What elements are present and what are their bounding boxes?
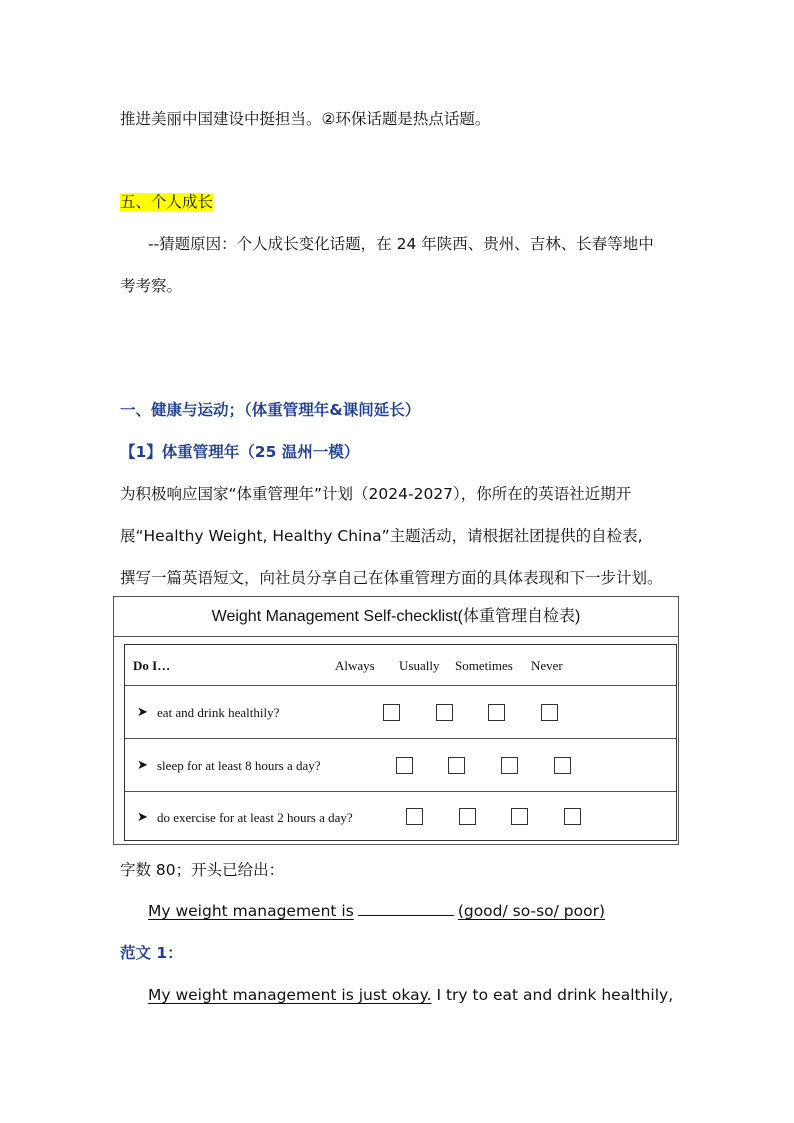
- section-heading: 一、健康与运动；（体重管理年&课间延长）: [120, 401, 421, 419]
- checkbox-always[interactable]: [383, 704, 400, 721]
- sample-heading: 范文 1：: [120, 944, 183, 962]
- opening-options: (good/ so-so/ poor): [457, 902, 606, 920]
- paragraph-line: 字数 80；开头已给出：: [120, 861, 285, 879]
- sample-rest: I try to eat and drink healthily,: [431, 986, 674, 1004]
- paragraph-line: 推进美丽中国建设中挺担当。②环保话题是热点话题。: [120, 110, 491, 128]
- checklist-item-text: sleep for at least 8 hours a day?: [157, 758, 321, 773]
- opening-prefix: My weight management is: [148, 902, 354, 920]
- answer-blank: [358, 901, 454, 916]
- paragraph-line: 撰写一篇英语短文，向社员分享自己在体重管理方面的具体表现和下一步计划。: [120, 569, 663, 587]
- checkbox-sometimes[interactable]: [511, 808, 528, 825]
- paragraph-line: 展“Healthy Weight, Healthy China”主题活动，请根据社团提供的自检表,: [120, 527, 643, 545]
- checkbox-always[interactable]: [396, 757, 413, 774]
- option-usually: Usually: [399, 658, 440, 673]
- paragraph-line: 考考察。: [120, 277, 183, 295]
- checkbox-never[interactable]: [564, 808, 581, 825]
- checklist-table: [124, 644, 677, 841]
- checkbox-always[interactable]: [406, 808, 423, 825]
- opening-sentence: [148, 901, 605, 921]
- checkbox-sometimes[interactable]: [501, 757, 518, 774]
- paragraph-line: --猜题原因：个人成长变化话题，在 24 年陕西、贵州、吉林、长春等地中: [148, 235, 654, 253]
- checklist-header-row: [125, 645, 676, 686]
- checklist-item-text: eat and drink healthily?: [157, 705, 280, 720]
- checkbox-usually[interactable]: [448, 757, 465, 774]
- checklist-row: [125, 686, 676, 739]
- option-always: Always: [335, 658, 375, 673]
- checkbox-never[interactable]: [541, 704, 558, 721]
- checkbox-usually[interactable]: [436, 704, 453, 721]
- sample-sentence: [148, 985, 673, 1005]
- self-checklist-figure: [113, 596, 679, 845]
- checklist-title: Weight Management Self-checklist(体重管理自检表): [114, 597, 678, 637]
- item-heading: 【1】体重管理年（25 温州一模）: [120, 443, 360, 461]
- option-sometimes: Sometimes: [455, 658, 513, 673]
- checklist-row: [125, 792, 676, 842]
- section-heading: [120, 192, 213, 212]
- option-never: Never: [531, 658, 563, 673]
- checkbox-never[interactable]: [554, 757, 571, 774]
- checklist-item-text: do exercise for at least 2 hours a day?: [157, 810, 353, 825]
- checkbox-usually[interactable]: [459, 808, 476, 825]
- highlighted-heading: 五、个人成长: [120, 193, 214, 211]
- checklist-row: [125, 739, 676, 792]
- arrow-icon: ➤: [137, 757, 148, 772]
- paragraph-line: 为积极响应国家“体重管理年”计划（2024-2027），你所在的英语社近期开: [120, 485, 632, 503]
- arrow-icon: ➤: [137, 809, 148, 824]
- sample-underlined: My weight management is just okay.: [148, 986, 432, 1004]
- checklist-header: Do I…: [133, 658, 171, 673]
- checkbox-sometimes[interactable]: [488, 704, 505, 721]
- arrow-icon: ➤: [137, 704, 148, 719]
